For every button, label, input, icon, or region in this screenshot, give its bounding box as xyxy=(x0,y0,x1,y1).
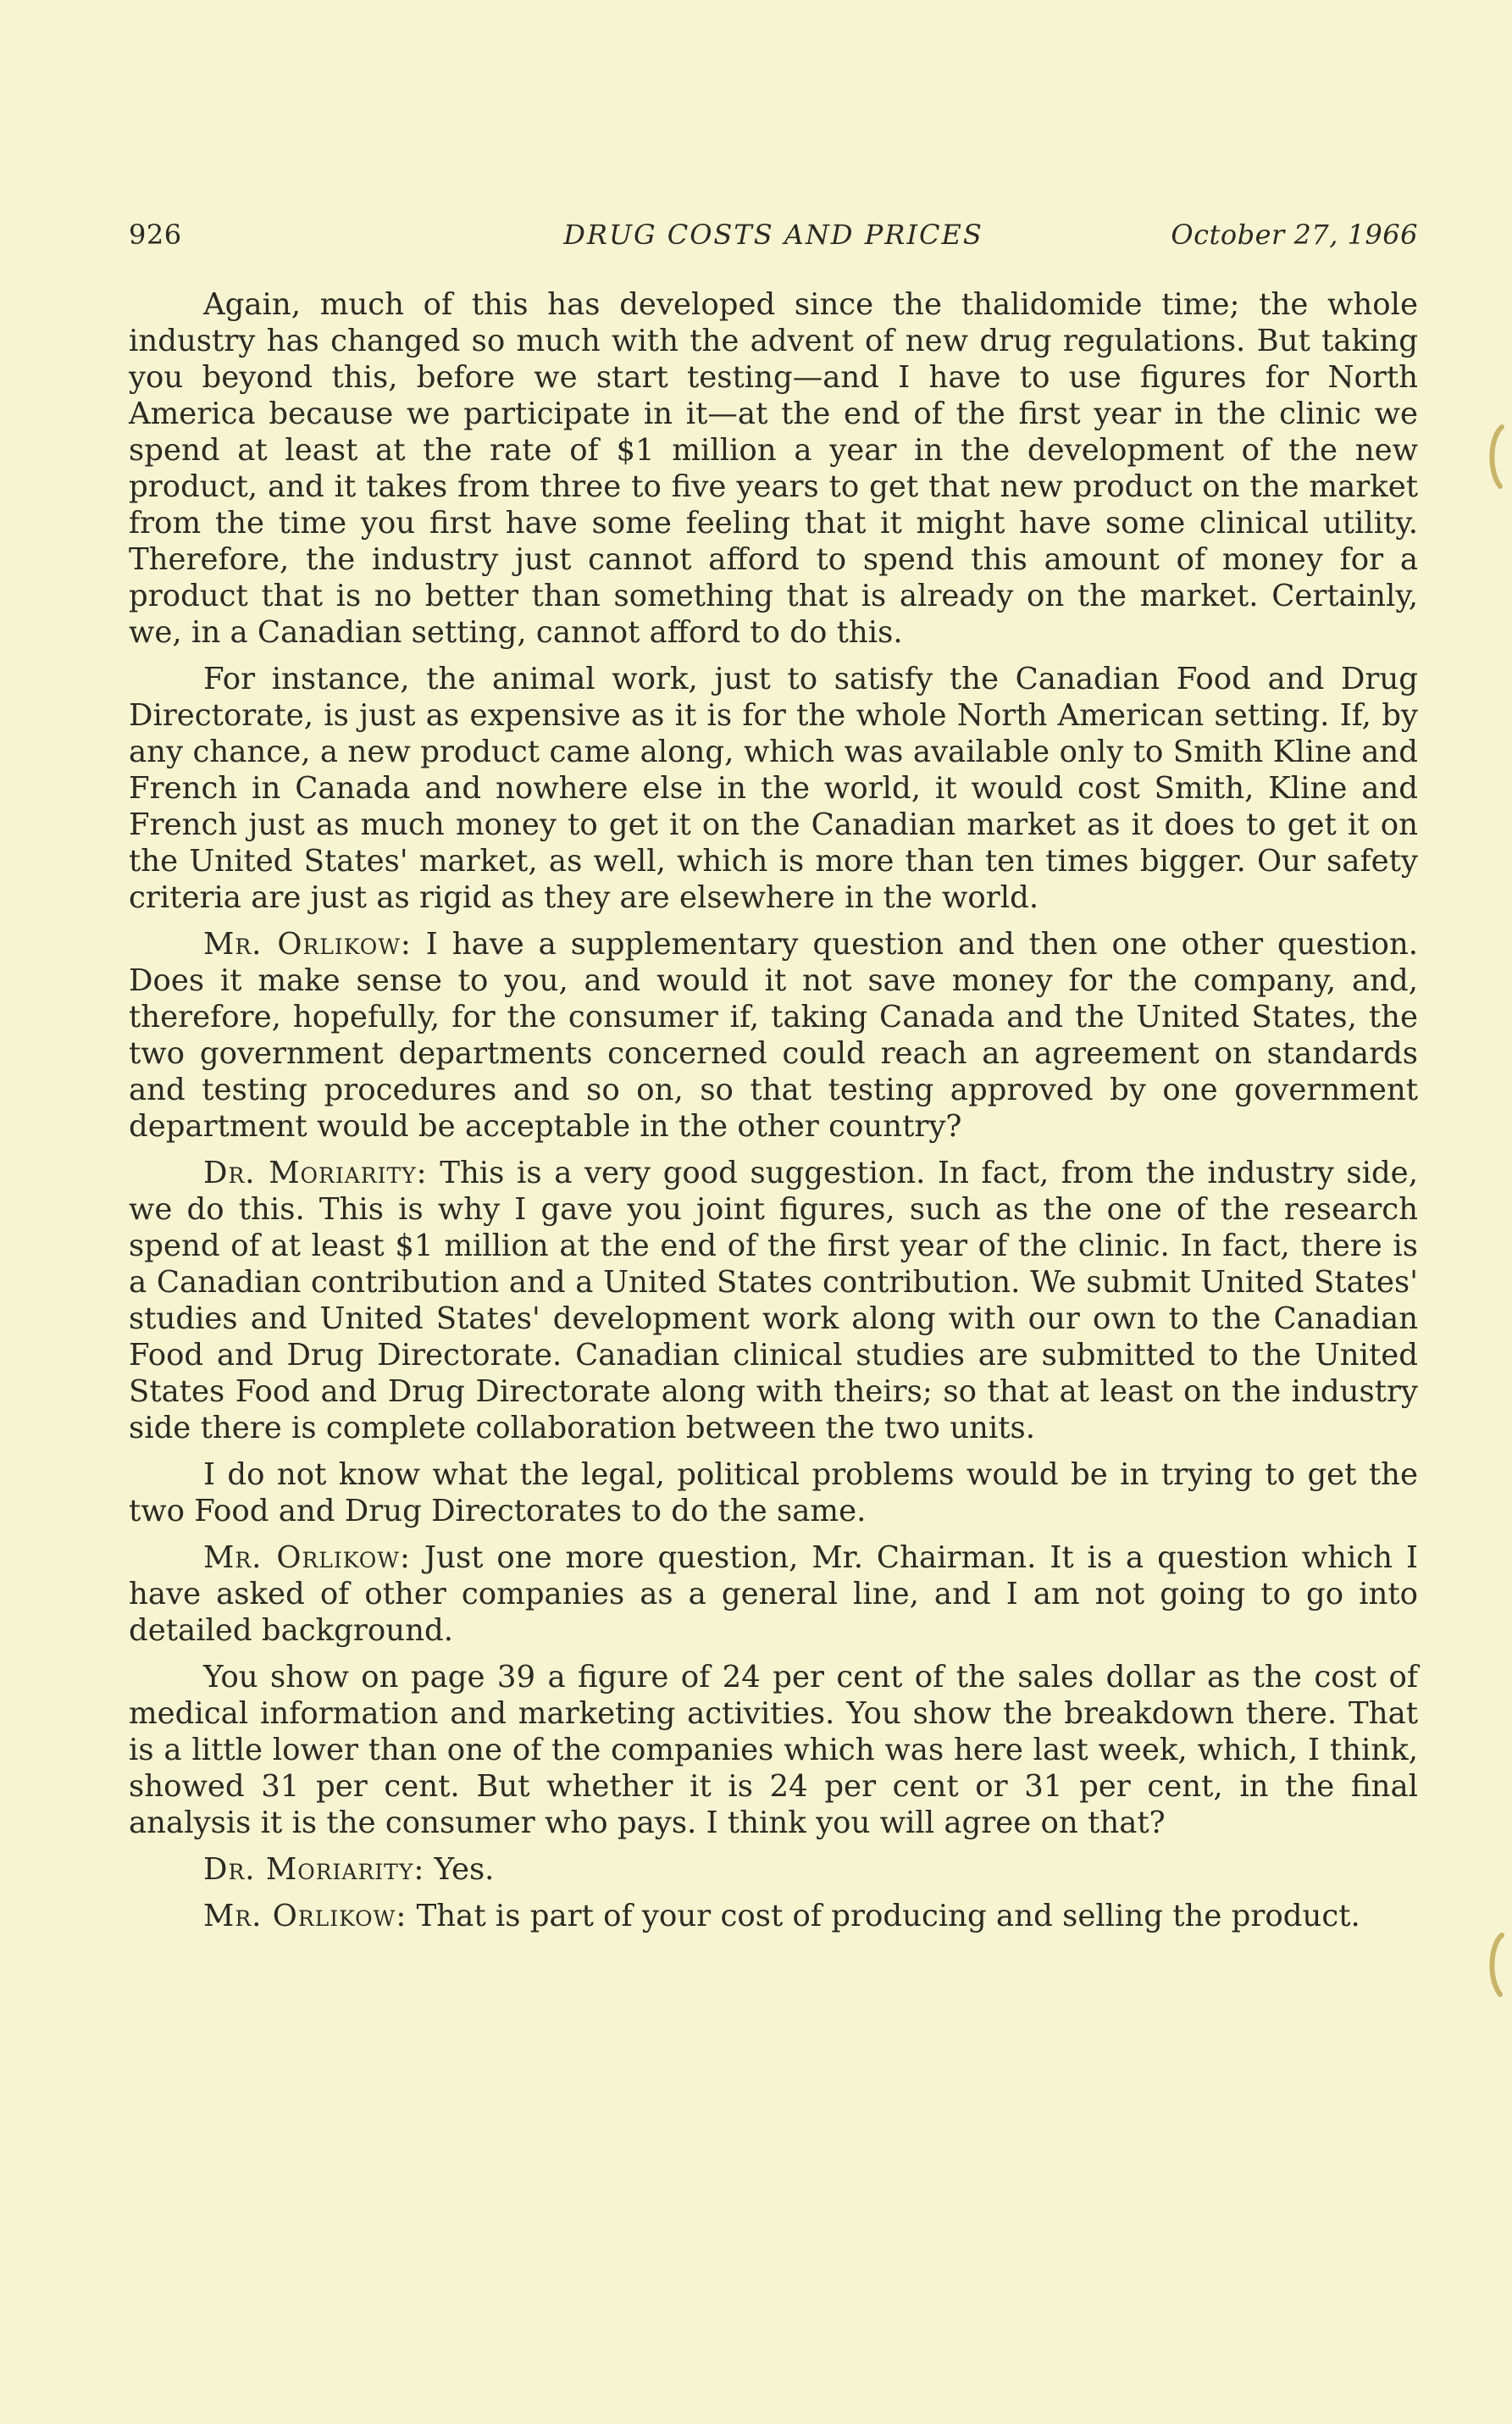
paragraph-text: For instance, the animal work, just to satisfy the Canadian Food and Drug Directorate, is just as expensive as it is for the whole North American setting. If, by any chance, a new product came along, which was available only to Smith Kline and French in Canada and nowhere else in the world, it would cost Smith, Kline and French just as much money to get it on the Canadian market as it does to get it on the United States' market, as well, which is more than ten times bigger. Our safety criteria are just as rigid as they are elsewhere in the world. xyxy=(129,662,1418,915)
paragraph xyxy=(129,286,1418,651)
paragraph-text: Just one more question, Mr. Chairman. It is a question which I have asked of other companies as a general line, and I am not going to go into detailed background. xyxy=(129,1540,1418,1648)
speaker-name: Dr. Moriarity: xyxy=(203,1852,425,1887)
paragraph xyxy=(129,1456,1418,1529)
paragraph xyxy=(129,1851,1418,1888)
body-text xyxy=(129,286,1418,1944)
running-title: DRUG COSTS AND PRICES xyxy=(563,219,983,251)
speaker-name: Mr. Orlikow: xyxy=(203,1540,411,1575)
paragraph-text: I have a supplementary question and then one other question. Does it make sense to you, and would it not save money for the company, and, therefore, hopefully, for the consumer if, taking Canada and the United States, the two government departments concerned could reach an agreement on standards and testing procedures and so on, so that testing approved by one government department would be acceptable in the other country? xyxy=(129,927,1418,1144)
running-header xyxy=(129,219,1418,259)
paragraph xyxy=(129,1898,1418,1934)
binding-hole-mark-bottom xyxy=(1485,1932,1507,2000)
speaker-name: Mr. Orlikow: xyxy=(203,927,412,962)
paragraph-text: I do not know what the legal, political problems would be in trying to get the two Food and Drug Directorates to do the same. xyxy=(129,1457,1418,1528)
paragraph-text: Again, much of this has developed since the thalidomide time; the whole industry has changed so much with the advent of new drug regulations. But taking you beyond this, before we start testing—and I have to use figures for North America because we participate in it—at the end of the first year in the clinic we spend at least at the rate of $1 million a year in the development of the new product, and it takes from three to five years to get that new product on the market from the time you first have some feeling that it might have some clinical utility. Therefore, the industry just cannot afford to spend this amount of money for a product that is no better than something that is already on the market. Certainly, we, in a Canadian setting, cannot afford to do this. xyxy=(129,287,1418,650)
speaker-name: Mr. Orlikow: xyxy=(203,1899,407,1933)
paragraph xyxy=(129,661,1418,916)
page-number: 926 xyxy=(129,219,182,251)
binding-hole-mark-top xyxy=(1485,424,1507,491)
header-date: October 27, 1966 xyxy=(1171,219,1418,251)
paragraph-text: You show on page 39 a figure of 24 per cent of the sales dollar as the cost of medical information and marketing activities. You show the breakdown there. That is a little lower than one of the companies which was here last week, which, I think, showed 31 per cent. But whether it is 24 per cent or 31 per cent, in the final analysis it is the consumer who pays. I think you will agree on that? xyxy=(129,1660,1418,1840)
paragraph-text: This is a very good suggestion. In fact, from the industry side, we do this. This is why I gave you joint figures, such as the one of the research spend of at least $1 million at the end of the first year of the clinic. In fact, there is a Canadian contribution and a United States contribution. We submit United States' studies and United States' development work along with our own to the Canadian Food and Drug Directorate. Canadian clinical studies are submitted to the United States Food and Drug Directorate along with theirs; so that at least on the industry side there is complete collaboration between the two units. xyxy=(129,1156,1418,1445)
speaker-name: Dr. Moriarity: xyxy=(203,1156,428,1190)
paragraph-text: That is part of your cost of producing and selling the product. xyxy=(416,1899,1360,1933)
paragraph xyxy=(129,926,1418,1145)
paragraph xyxy=(129,1659,1418,1841)
paragraph xyxy=(129,1539,1418,1649)
paragraph xyxy=(129,1155,1418,1446)
paragraph-text: Yes. xyxy=(434,1852,495,1887)
